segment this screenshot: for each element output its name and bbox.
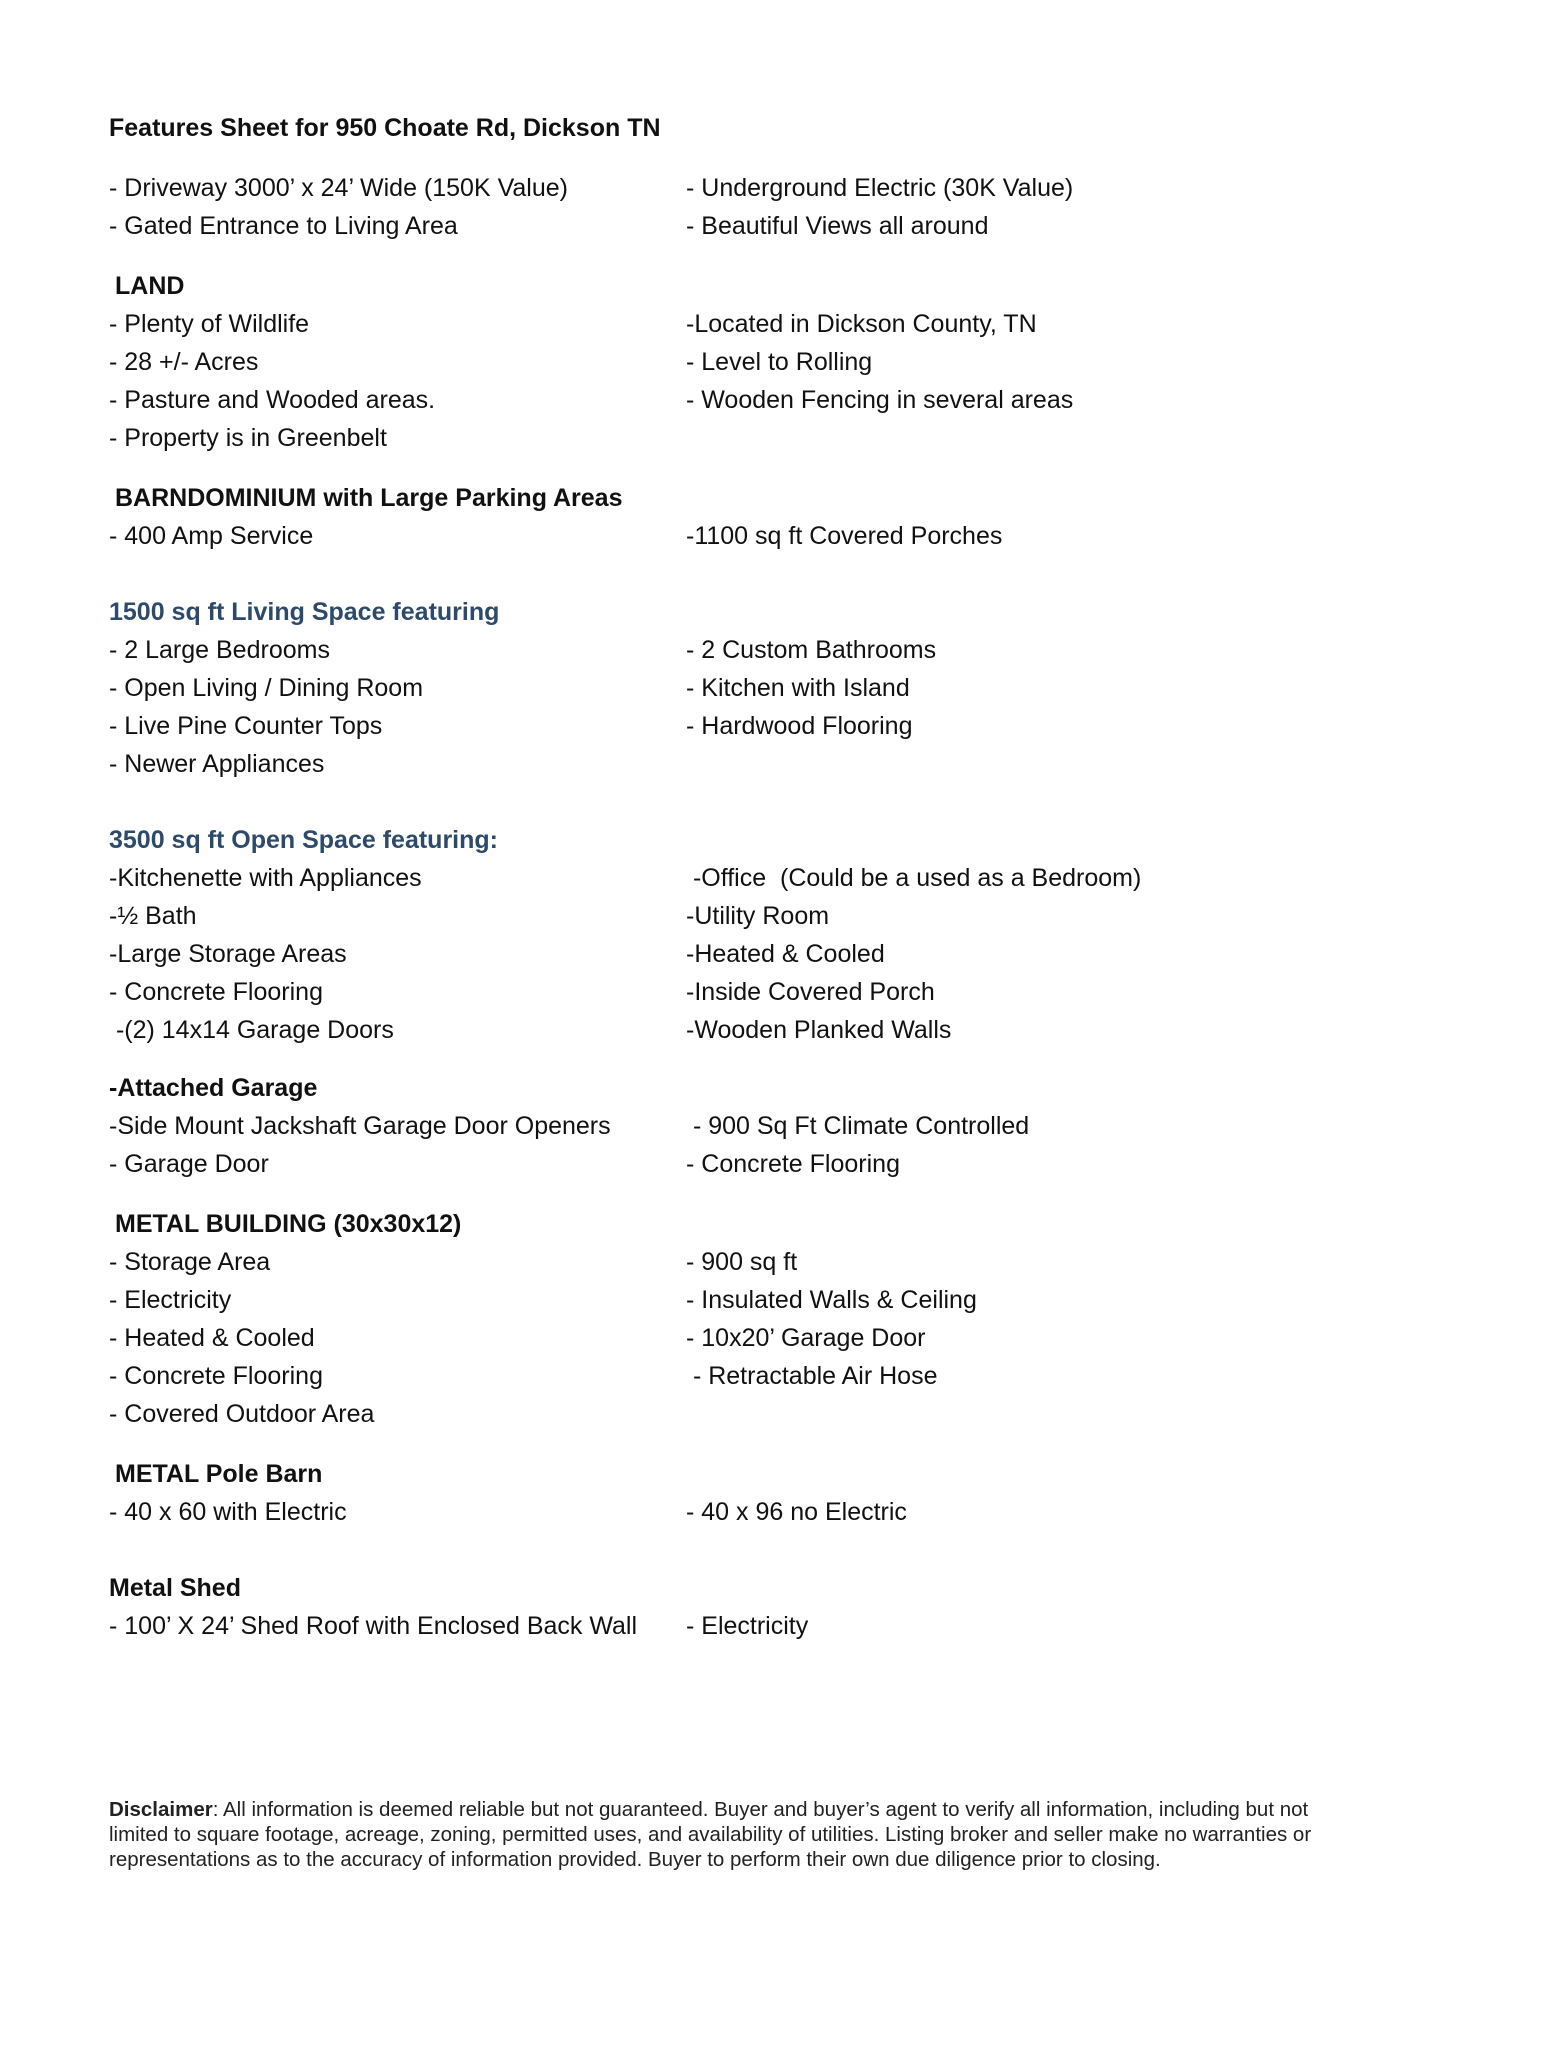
living-left-item: - Live Pine Counter Tops xyxy=(109,712,383,740)
pole-barn-right-item: - 40 x 96 no Electric xyxy=(686,1498,907,1526)
land-right-item: - Level to Rolling xyxy=(686,348,873,376)
open-space-heading: 3500 sq ft Open Space featuring: xyxy=(109,826,498,854)
open-space-right-item: -Office (Could be a used as a Bedroom) xyxy=(686,864,1142,892)
attached-garage-heading: -Attached Garage xyxy=(109,1074,318,1102)
open-space-right-item: -Inside Covered Porch xyxy=(686,978,935,1006)
open-space-left-item: -(2) 14x14 Garage Doors xyxy=(109,1016,394,1044)
shed-left-item: - 100’ X 24’ Shed Roof with Enclosed Back Wall xyxy=(109,1612,638,1640)
pole-barn-heading: METAL Pole Barn xyxy=(115,1460,323,1488)
disclaimer xyxy=(109,1797,1349,1872)
barndominium-heading: BARNDOMINIUM with Large Parking Areas xyxy=(115,484,623,512)
intro-right-item: - Beautiful Views all around xyxy=(686,212,989,240)
land-left-item: - Property is in Greenbelt xyxy=(109,424,387,452)
garage-left-item: -Side Mount Jackshaft Garage Door Openers xyxy=(109,1112,611,1140)
barndominium-left-item: - 400 Amp Service xyxy=(109,522,314,550)
metal-building-right-item: - 900 sq ft xyxy=(686,1248,798,1276)
open-space-left-item: - Concrete Flooring xyxy=(109,978,323,1006)
living-space-heading: 1500 sq ft Living Space featuring xyxy=(109,598,500,626)
disclaimer-text: : All information is deemed reliable but not guaranteed. Buyer and buyer’s agent to verify all information, including but not limited to square footage, acreage, zoning, permitted uses, and availability of utilities. Listing broker and seller make no warranties or representations as to the accuracy of information provided. Buyer to perform their own due diligence prior to closing. xyxy=(109,1798,1312,1871)
metal-building-heading: METAL BUILDING (30x30x12) xyxy=(115,1210,462,1238)
open-space-left-item: -½ Bath xyxy=(109,902,197,930)
metal-building-left-item: - Covered Outdoor Area xyxy=(109,1400,375,1428)
living-left-item: - 2 Large Bedrooms xyxy=(109,636,330,664)
land-heading: LAND xyxy=(115,272,185,300)
living-right-item: - 2 Custom Bathrooms xyxy=(686,636,937,664)
metal-building-right-item: - Retractable Air Hose xyxy=(686,1362,938,1390)
barndominium-right-item: -1100 sq ft Covered Porches xyxy=(686,522,1003,550)
page-title: Features Sheet for 950 Choate Rd, Dickson TN xyxy=(109,114,661,142)
open-space-right-item: -Heated & Cooled xyxy=(686,940,885,968)
garage-left-item: - Garage Door xyxy=(109,1150,269,1178)
metal-building-left-item: - Storage Area xyxy=(109,1248,271,1276)
metal-building-left-item: - Concrete Flooring xyxy=(109,1362,323,1390)
living-left-item: - Newer Appliances xyxy=(109,750,325,778)
metal-building-left-item: - Electricity xyxy=(109,1286,232,1314)
metal-shed-heading: Metal Shed xyxy=(109,1574,241,1602)
open-space-right-item: -Wooden Planked Walls xyxy=(686,1016,952,1044)
living-right-item: - Hardwood Flooring xyxy=(686,712,913,740)
metal-building-left-item: - Heated & Cooled xyxy=(109,1324,315,1352)
land-right-item: - Wooden Fencing in several areas xyxy=(686,386,1074,414)
disclaimer-label: Disclaimer xyxy=(109,1798,213,1821)
living-left-item: - Open Living / Dining Room xyxy=(109,674,424,702)
intro-left-item: - Gated Entrance to Living Area xyxy=(109,212,458,240)
intro-left-item: - Driveway 3000’ x 24’ Wide (150K Value) xyxy=(109,174,568,202)
land-left-item: - 28 +/- Acres xyxy=(109,348,259,376)
land-left-item: - Plenty of Wildlife xyxy=(109,310,310,338)
garage-right-item: - Concrete Flooring xyxy=(686,1150,900,1178)
living-right-item: - Kitchen with Island xyxy=(686,674,910,702)
land-right-item: -Located in Dickson County, TN xyxy=(686,310,1037,338)
metal-building-right-item: - Insulated Walls & Ceiling xyxy=(686,1286,977,1314)
pole-barn-left-item: - 40 x 60 with Electric xyxy=(109,1498,347,1526)
open-space-left-item: -Large Storage Areas xyxy=(109,940,347,968)
open-space-left-item: -Kitchenette with Appliances xyxy=(109,864,422,892)
open-space-right-item: -Utility Room xyxy=(686,902,830,930)
garage-right-item: - 900 Sq Ft Climate Controlled xyxy=(686,1112,1030,1140)
metal-building-right-item: - 10x20’ Garage Door xyxy=(686,1324,926,1352)
shed-right-item: - Electricity xyxy=(686,1612,809,1640)
land-left-item: - Pasture and Wooded areas. xyxy=(109,386,436,414)
intro-right-item: - Underground Electric (30K Value) xyxy=(686,174,1074,202)
